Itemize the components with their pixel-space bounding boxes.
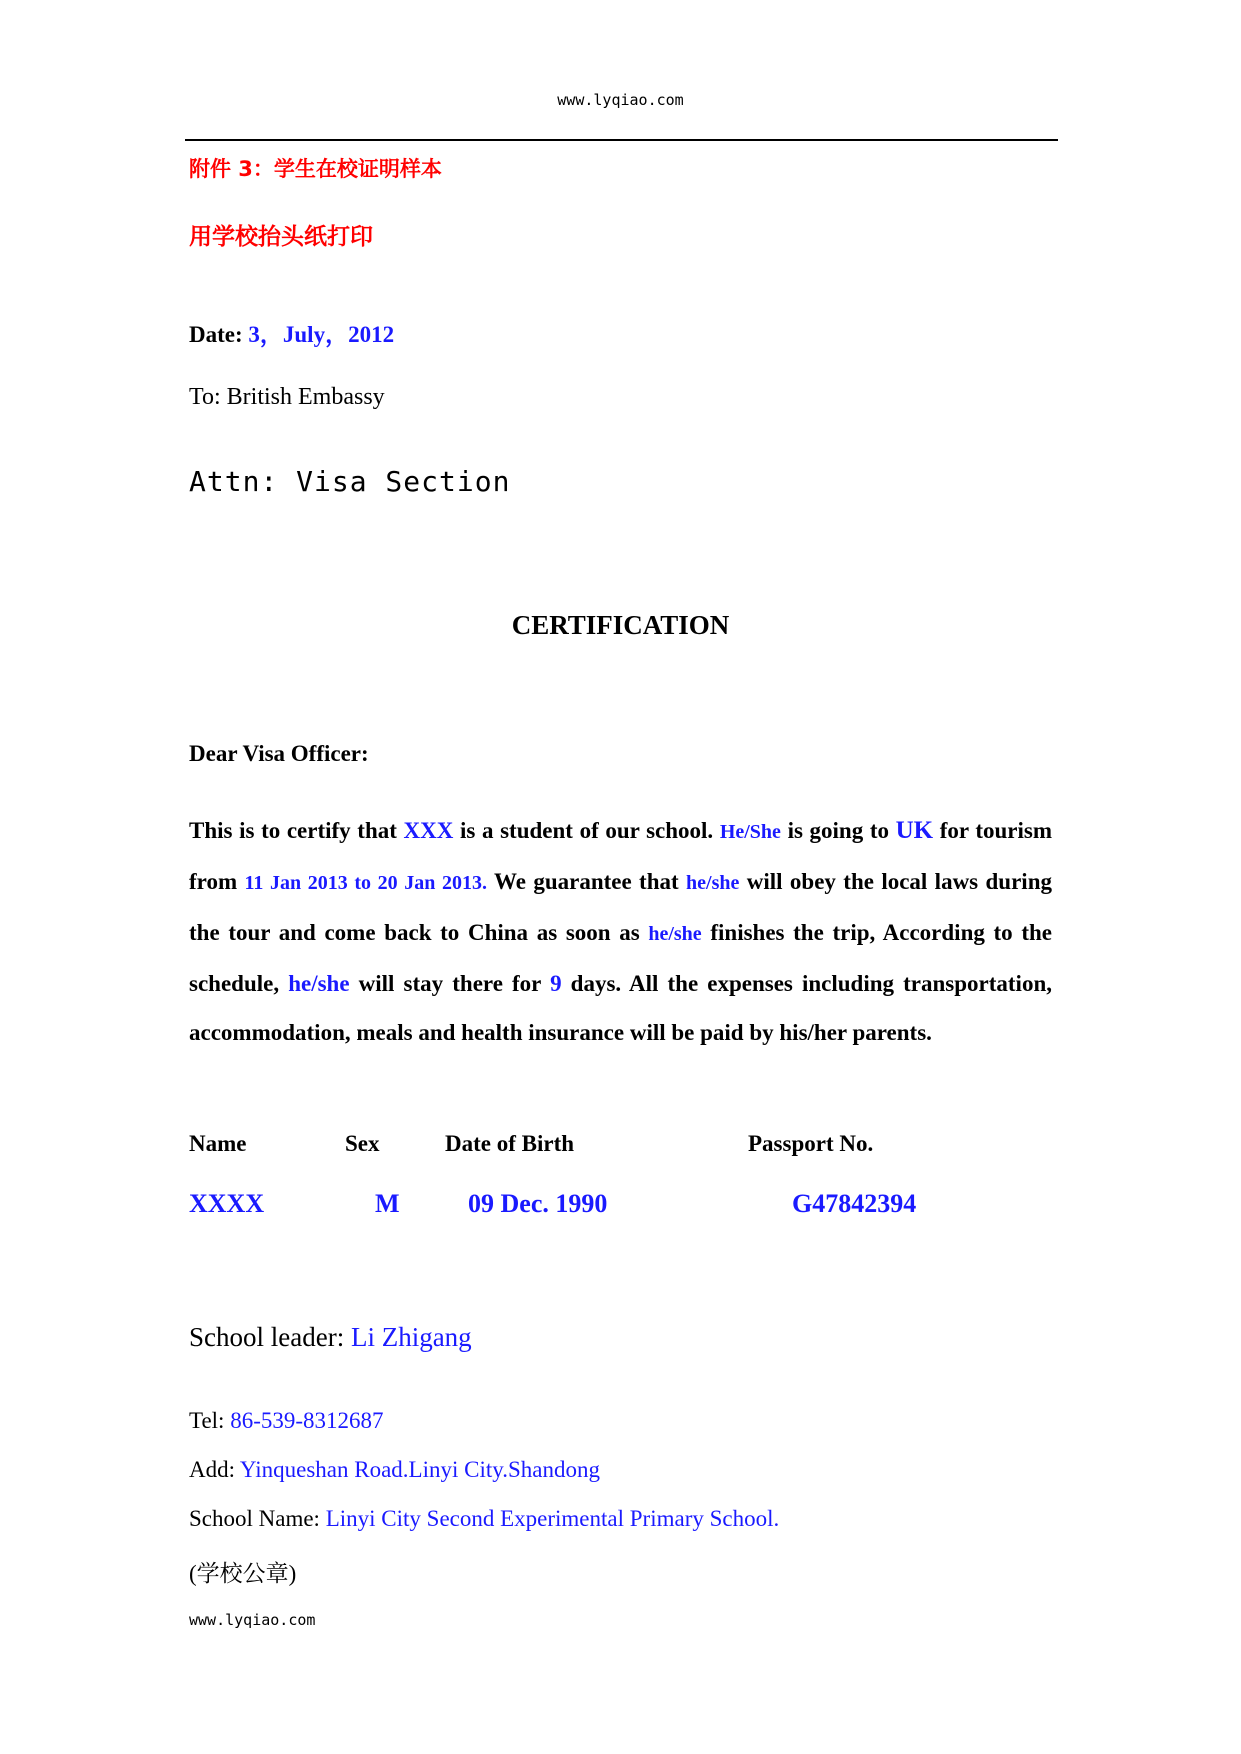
date-value: 3，July，2012 [248, 322, 395, 347]
body-text: is a student of our school. [453, 818, 720, 843]
student-name: XXX [403, 818, 454, 843]
attention-line: Attn: Visa Section [189, 465, 511, 498]
pronoun: he/she [686, 872, 740, 894]
dob-value: 09 Dec. 1990 [468, 1189, 608, 1218]
header-divider [185, 139, 1058, 141]
sex-value: M [375, 1189, 400, 1218]
date-line [189, 316, 394, 349]
header-url: www.lyqiao.com [557, 91, 684, 109]
document-title: CERTIFICATION [511, 610, 730, 640]
body-text: finishes the trip, According to the schedule, [189, 920, 1052, 996]
body-text: will stay there for [349, 971, 551, 996]
column-header-sex: Sex [345, 1131, 380, 1156]
destination: UK [895, 817, 934, 844]
tel-value: 86-539-8312687 [230, 1408, 384, 1433]
address-label: Add: [189, 1457, 240, 1482]
letterhead-note: 用学校抬头纸打印 [189, 224, 373, 250]
footer-url: www.lyqiao.com [189, 1611, 316, 1629]
body-text: will obey the local laws during the tour and come back to China as soon as [189, 869, 1052, 945]
telephone-line [189, 1408, 384, 1434]
address-value: Yinqueshan Road.Linyi City.Shandong [239, 1457, 601, 1482]
travel-period: 11 Jan 2013 to 20 Jan 2013. [244, 872, 488, 894]
date-label: Date: [189, 322, 243, 347]
certification-body [189, 806, 1052, 1057]
column-header-passport: Passport No. [748, 1131, 874, 1156]
passport-value: G47842394 [792, 1189, 917, 1218]
column-header-name: Name [189, 1131, 247, 1156]
school-name-label: School Name: [189, 1506, 326, 1531]
school-leader-label: School leader: [189, 1322, 351, 1352]
school-name-value: Linyi City Second Experimental Primary School. [325, 1506, 780, 1531]
body-text: We guarantee that [487, 869, 687, 894]
school-leader-line [189, 1322, 472, 1353]
body-text: for tourism from [189, 818, 1052, 894]
school-leader-value: Li Zhigang [350, 1322, 472, 1352]
body-text: This is to certify that [189, 818, 404, 843]
recipient-line: To: British Embassy [189, 384, 385, 410]
school-name-line [189, 1506, 779, 1532]
pronoun: he/she [648, 923, 702, 945]
attachment-title: 附件 3：学生在校证明样本 [189, 157, 442, 181]
school-stamp-placeholder: (学校公章) [189, 1561, 297, 1586]
body-text: days. All the expenses including transportation, accommodation, meals and health insurance will be paid by his/her parents. [189, 971, 1052, 1045]
student-name-value: XXXX [189, 1189, 265, 1218]
salutation: Dear Visa Officer: [189, 741, 369, 766]
tel-label: Tel: [189, 1408, 231, 1433]
stay-days: 9 [550, 971, 562, 996]
pronoun: He/She [719, 821, 781, 843]
pronoun: he/she [288, 971, 350, 996]
address-line [189, 1457, 600, 1483]
body-text: is going to [780, 818, 896, 843]
column-header-dob: Date of Birth [445, 1131, 575, 1156]
